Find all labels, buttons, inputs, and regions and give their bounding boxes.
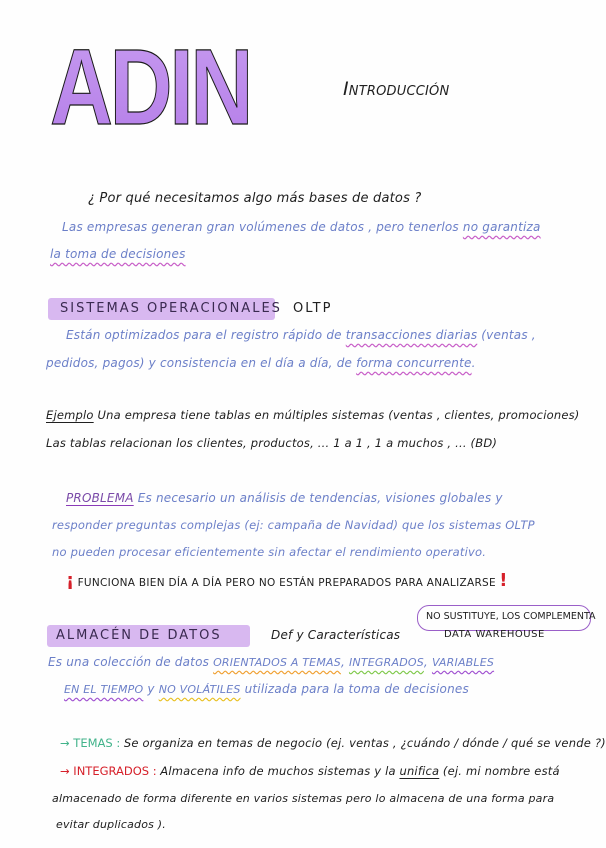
intro-answer-text: Las empresas generan gran volúmenes de datos , pero tenerlos: [62, 220, 459, 234]
problema-line3: no pueden procesar eficientemente sin afectar el rendimiento operativo.: [52, 545, 487, 559]
tag-variables: VARIABLES: [431, 656, 495, 669]
ejemplo-line2: Las tablas relacionan los clientes, productos, ... 1 a 1 , 1 a muchos , ... (BD): [46, 436, 498, 450]
tag-integrados: INTEGRADOS: [348, 656, 424, 669]
integrados-label: INTEGRADOS :: [73, 764, 157, 778]
operacionales-text: .: [471, 356, 476, 370]
warning-close: !: [499, 570, 508, 591]
operacionales-text: Están optimizados para el registro rápido de: [66, 328, 342, 342]
problema-text: Es necesario un análisis de tendencias, visiones globales y: [137, 491, 503, 505]
almacen-def-text: Es una colección de datos: [48, 655, 210, 669]
integrados-text: Almacena info de muchos sistemas y la: [160, 764, 396, 778]
tag-novolatiles: NO VOLÁTILES: [158, 683, 241, 696]
ejemplo-line1: [46, 408, 579, 422]
almacen-def-text: utilizada para la toma de decisiones: [244, 682, 469, 696]
intro-question: ¿ Por qué necesitamos algo más bases de datos ?: [88, 191, 422, 206]
almacen-def-text: y: [147, 682, 155, 696]
ejemplo-text: Una empresa tiene tablas en múltiples sistemas (ventas , clientes, promociones): [97, 408, 580, 422]
problema-line2: responder preguntas complejas (ej: campaña de Navidad) que los sistemas OLTP: [52, 518, 535, 532]
temas-text: Se organiza en temas de negocio (ej. ventas , ¿cuándo / dónde / qué se vende ?): [123, 736, 606, 750]
operacionales-text: (ventas ,: [481, 328, 536, 342]
intro-answer-highlight: no garantiza: [462, 220, 541, 234]
warning-open: ¡: [66, 570, 75, 591]
operacionales-highlight: forma concurrente: [356, 356, 472, 370]
arrow-right-icon: →: [60, 736, 70, 750]
intro-answer-line2: la toma de decisiones: [50, 247, 186, 261]
operacionales-line1: [66, 328, 536, 342]
tag-oltp: OLTP: [293, 301, 333, 316]
page-title: Introducción: [343, 78, 450, 100]
heading-almacen: ALMACÉN DE DATOS: [56, 628, 222, 643]
tag-tiempo: EN EL TIEMPO: [64, 683, 144, 696]
bullet-integrados: [60, 764, 560, 778]
bullet-temas: [60, 736, 606, 750]
note-text: NO SUSTITUYE, LOS COMPLEMENTA: [426, 611, 596, 622]
integrados-highlight: unifica: [399, 764, 440, 778]
data-warehouse-label: DATA WAREHOUSE: [444, 629, 545, 640]
problema-line1: [66, 491, 503, 505]
operacionales-highlight: transacciones diarias: [345, 328, 478, 342]
integrados-text: (ej. mi nombre está: [442, 764, 560, 778]
temas-label: TEMAS :: [73, 736, 121, 750]
operacionales-line2: [46, 356, 476, 370]
heading-operacionales: SISTEMAS OPERACIONALES: [60, 301, 282, 316]
problema-label: PROBLEMA: [66, 491, 134, 505]
almacen-def-line1: Es una colección de datos ORIENTADOS A TEMAS, INTEGRADOS, VARIABLES: [48, 655, 495, 669]
intro-answer-line1: [62, 220, 541, 234]
ejemplo-label: Ejemplo: [46, 408, 94, 422]
almacen-def-line2: [64, 682, 469, 696]
integrados-line3: evitar duplicados ).: [56, 818, 166, 831]
integrados-line2: almacenado de forma diferente en varios sistemas pero lo almacena de una forma para: [52, 792, 555, 805]
operacionales-text: pedidos, pagos) y consistencia en el día a día, de: [46, 356, 353, 370]
tag-temas: ORIENTADOS A TEMAS: [213, 656, 341, 669]
arrow-right-icon: →: [60, 764, 70, 778]
adin-logo: [48, 24, 258, 147]
logo-text: ADIN: [50, 26, 250, 147]
problema-warning: [66, 570, 508, 591]
warning-text: FUNCIONA BIEN DÍA A DÍA PERO NO ESTÁN PREPARADOS PARA ANALIZARSE: [77, 577, 496, 589]
almacen-subtitle: Def y Características: [271, 628, 401, 642]
